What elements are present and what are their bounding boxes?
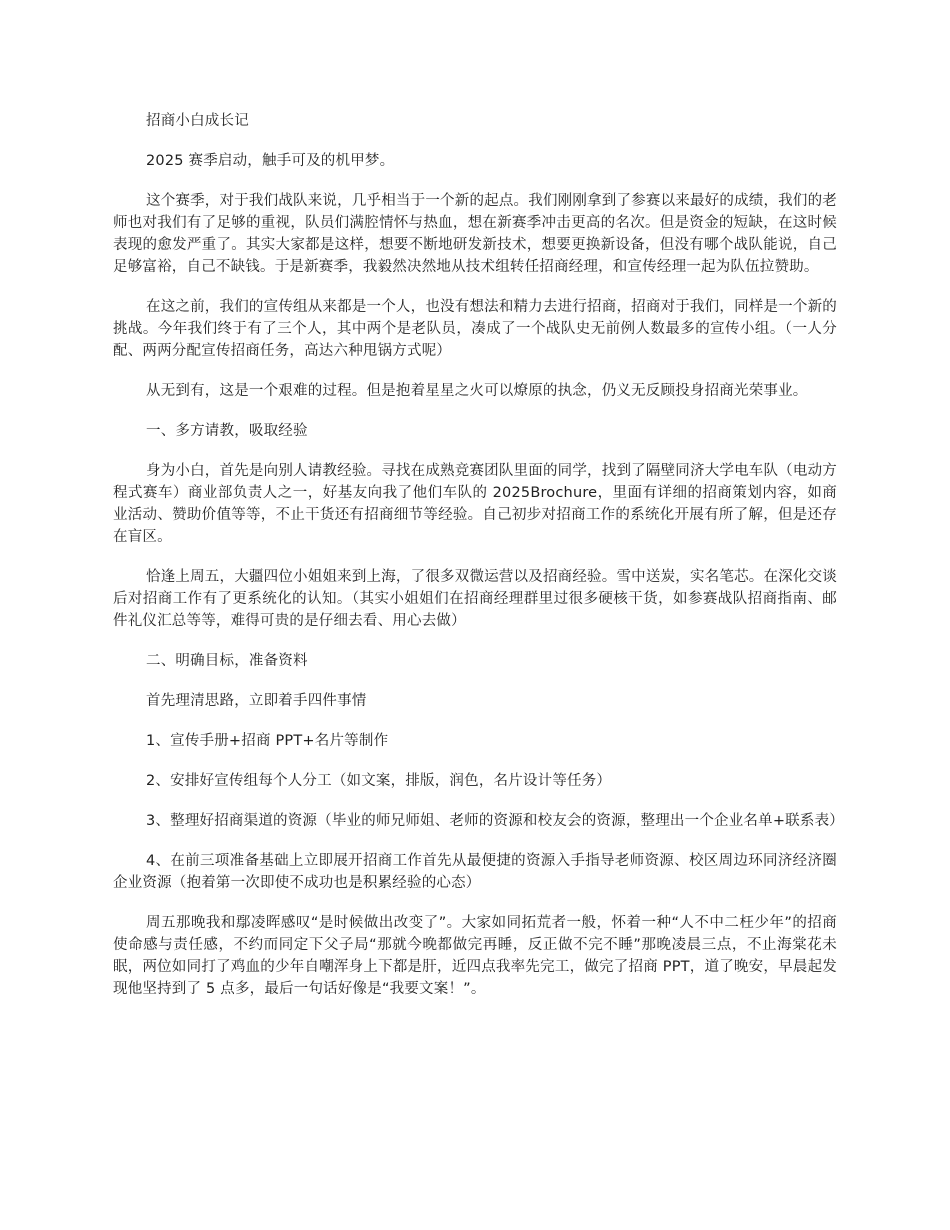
list-item: 1、宣传手册+招商 PPT+名片等制作 xyxy=(146,733,389,749)
section-heading: 二、明确目标，准备资料 xyxy=(146,653,308,669)
paragraph: 从无到有，这是一个艰难的过程。但是抱着星星之火可以燎原的执念，仍义无反顾投身招商光荣事业。 xyxy=(146,383,808,399)
paragraph: 这个赛季，对于我们战队来说，几乎相当于一个新的起点。我们刚刚拿到了参赛以来最好的成绩，我们的老师也对我们有了足够的重视，队员们满腔情怀与热血，想在新赛季冲击更高的名次。但是资金的短缺，在这时候表现的愈发严重了。其实大家都是这样，想要不断地研发新技术，想要更换新设备，但没有哪个战队能说，自己足够富裕，自己不缺钱。于是新赛季，我毅然决然地从技术组转任招商经理，和宣传经理一起为队伍拉赞助。 xyxy=(113,193,837,275)
section-heading: 一、多方请教，吸取经验 xyxy=(146,423,308,439)
paragraph: 首先理清思路，立即着手四件事情 xyxy=(146,693,367,709)
paragraph: 在这之前，我们的宣传组从来都是一个人，也没有想法和精力去进行招商，招商对于我们，同样是一个新的挑战。今年我们终于有了三个人，其中两个是老队员，凑成了一个战队史无前例人数最多的宣传小组。（一人分配、两两分配宣传招商任务，高达六种甩锅方式呢） xyxy=(113,299,837,359)
paragraph: 恰逢上周五，大疆四位小姐姐来到上海，了很多双微运营以及招商经验。雪中送炭，实名笔芯。在深化交谈后对招商工作有了更系统化的认知。（其实小姐姐们在招商经理群里过很多硬核干货，如参赛战队招商指南、邮件礼仪汇总等等，难得可贵的是仔细去看、用心去做） xyxy=(113,569,837,629)
document-title: 招商小白成长记 xyxy=(146,113,249,129)
list-item: 4、在前三项准备基础上立即展开招商工作首先从最便捷的资源入手指导老师资源、校区周边环同济经济圈企业资源（抱着第一次即使不成功也是积累经验的心态） xyxy=(113,853,837,891)
document-subtitle: 2025 赛季启动，触手可及的机甲梦。 xyxy=(146,153,395,169)
paragraph: 身为小白，首先是向别人请教经验。寻找在成熟竞赛团队里面的同学，找到了隔壁同济大学电车队（电动方程式赛车）商业部负责人之一，好基友向我了他们车队的 2025Brochure，里面有详细的招商策划内容，如商业活动、赞助价值等等，不止干货还有招商细节等经验。自己初步对招商工作的系统化开展有所了解，但是还存在盲区。 xyxy=(113,463,837,545)
list-item: 2、安排好宣传组每个人分工（如文案，排版，润色，名片设计等任务） xyxy=(146,773,612,789)
paragraph: 周五那晚我和鄢凌晖感叹“是时候做出改变了”。大家如同拓荒者一般，怀着一种“人不中二枉少年”的招商使命感与责任感，不约而同定下父子局“那就今晚都做完再睡，反正做不完不睡”那晚凌晨三点，不止海棠花未眠，两位如同打了鸡血的少年自嘲浑身上下都是肝，近四点我率先完工，做完了招商 PPT，道了晚安，早晨起发现他坚持到了 5 点多，最后一句话好像是“我要文案！”。 xyxy=(113,915,837,997)
list-item: 3、整理好招商渠道的资源（毕业的师兄师姐、老师的资源和校友会的资源，整理出一个企业名单+联系表） xyxy=(146,813,844,829)
document-body xyxy=(113,110,844,1018)
